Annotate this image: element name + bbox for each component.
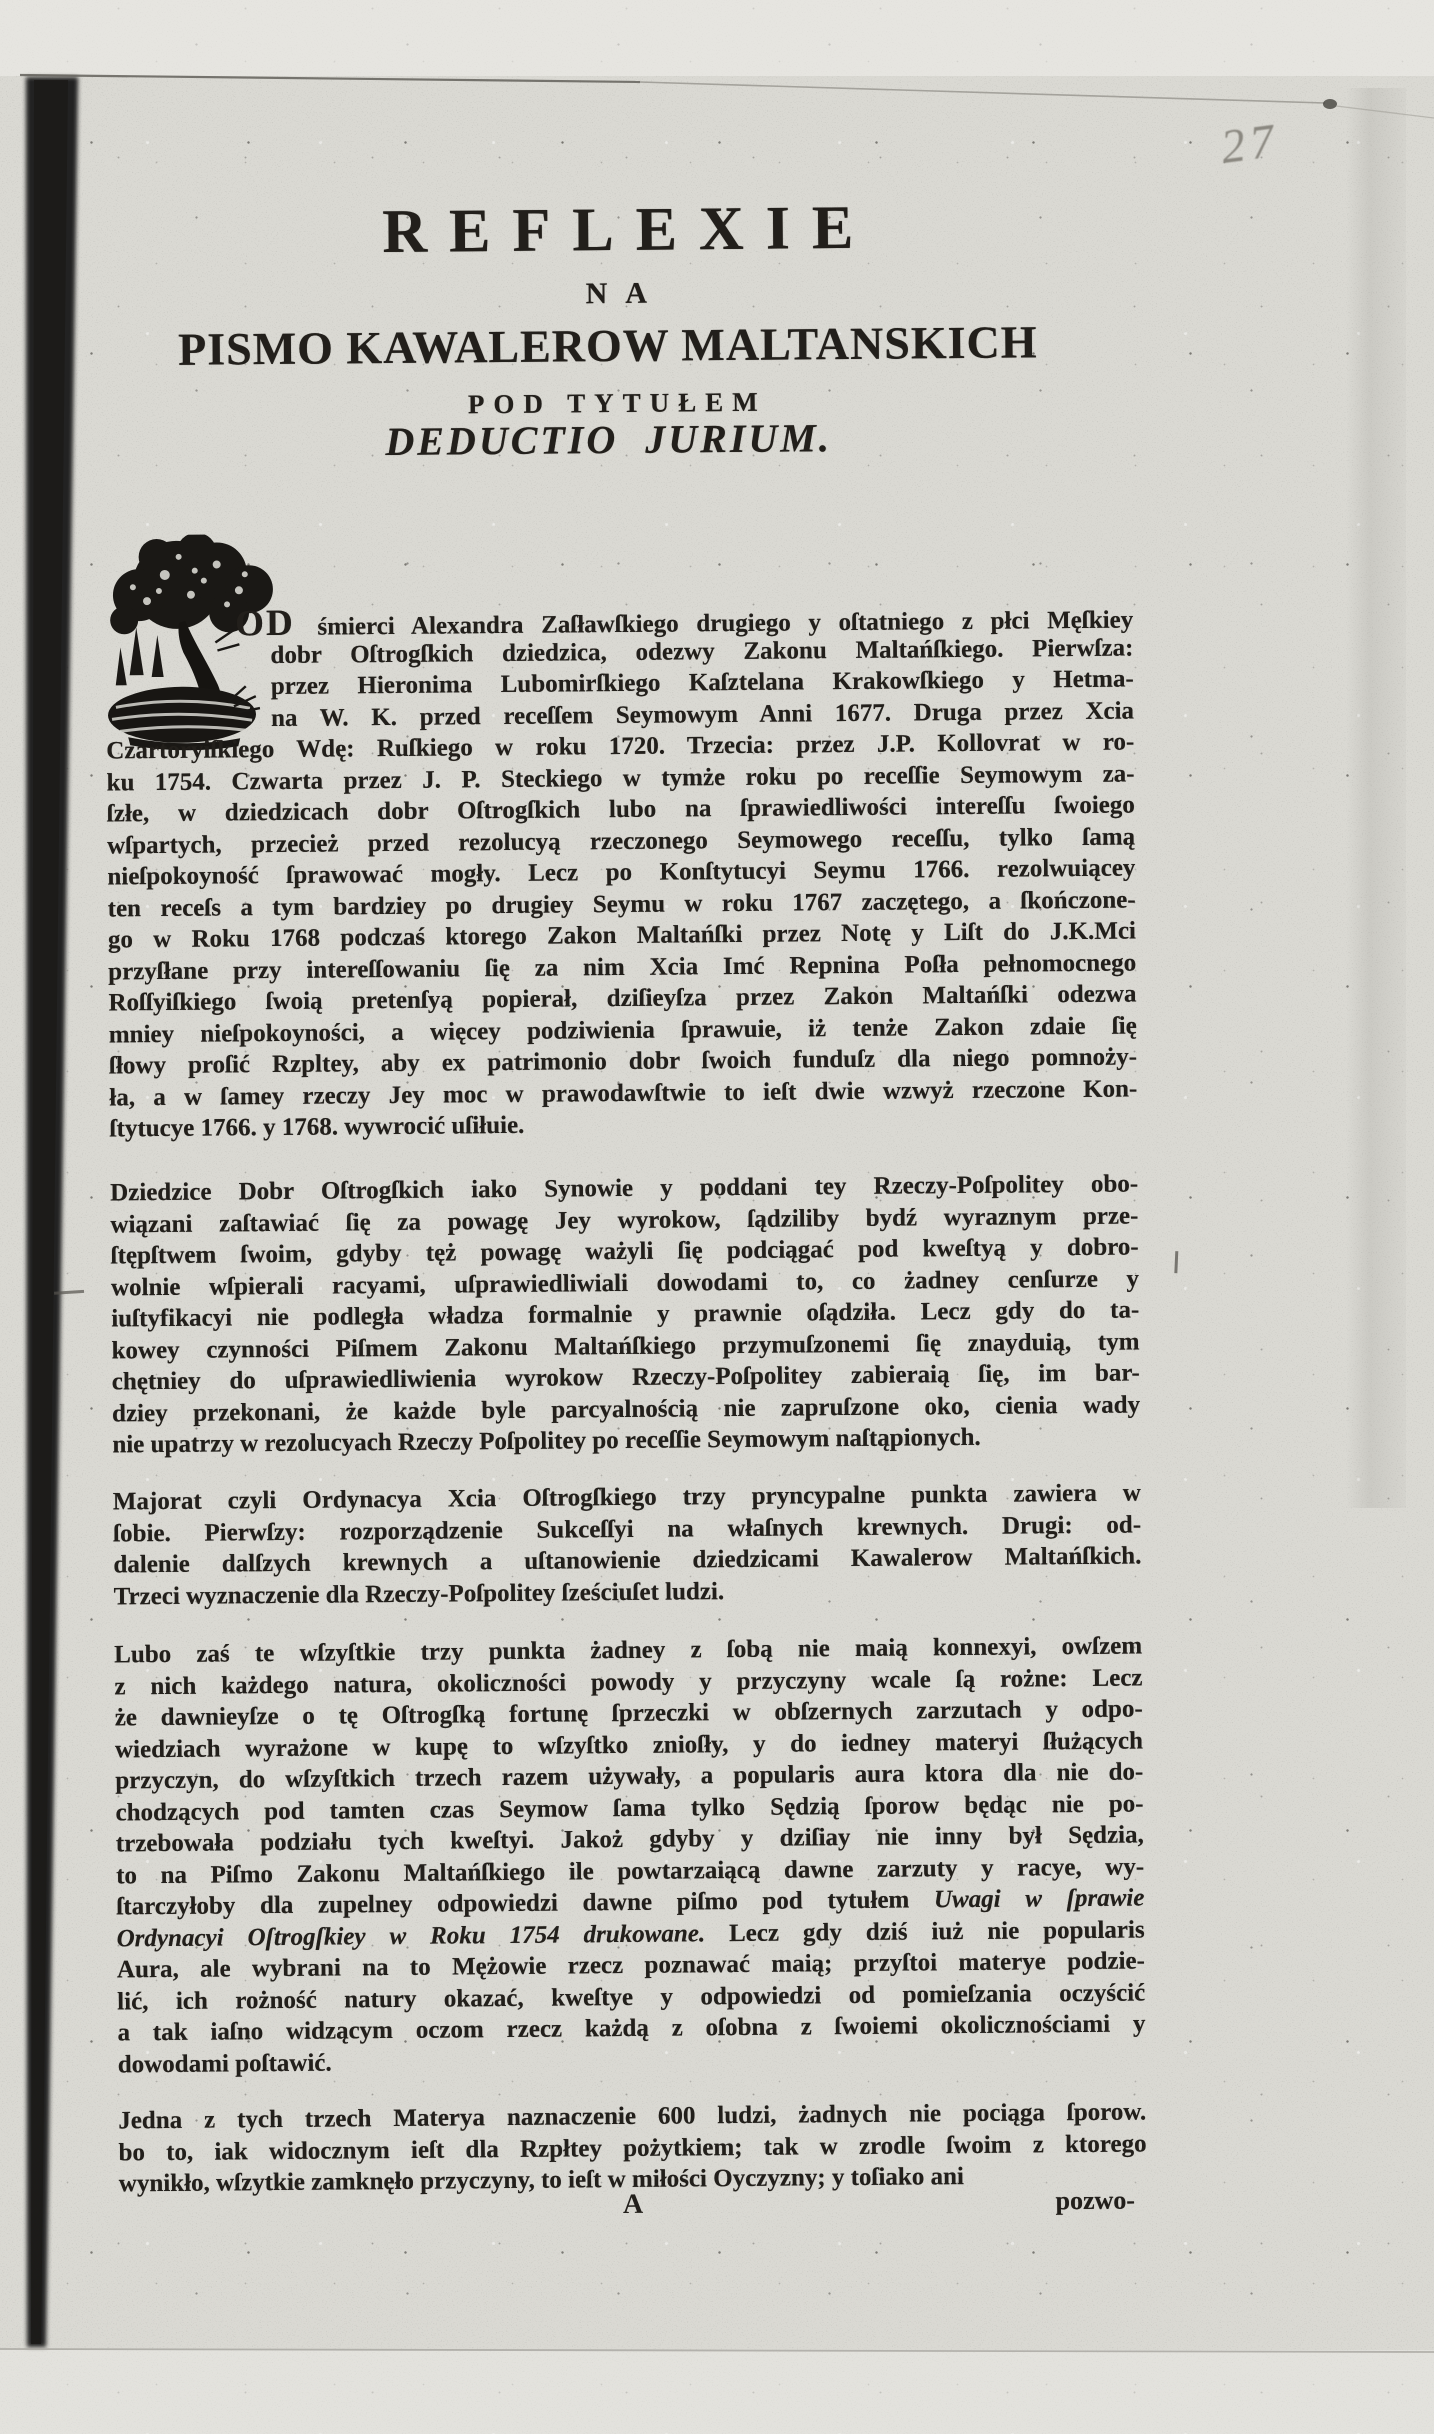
- text-line: kowey czynności Piſmem Zakonu Maltańſkiego przymuſzonemi ſię znayduią, tym: [111, 1327, 1140, 1364]
- page-subtitle: PISMO KAWALEROW MALTANSKICH: [177, 316, 1038, 375]
- pencil-tick-mark: [1174, 1251, 1178, 1273]
- text-line: OD śmierci Alexandra Zaſławſkiego drugiego y oſtatniego z płci Męſkiey: [235, 602, 1134, 645]
- text-line: Lubo zaś te wſzyſtkie trzy punkta żadney z ſobą nie maią konnexyi, owſzem: [114, 1632, 1143, 1669]
- text-line: to na Piſmo Zakonu Maltańſkiego ile powtarzaiącą dawne zarzuty y racye, wy-: [116, 1852, 1145, 1889]
- text-line: ſtytucye 1766. y 1768. wywrocić uſiłuie.: [109, 1111, 525, 1143]
- text-line: przez Hieronima Lubomirſkiego Kaſztelana Krakowſkiego y Hetma-: [270, 665, 1134, 701]
- text-line: przyſłane przy intereſſowaniu ſię za nim Xcia Imć Repnina Poſła pełnomocnego: [108, 948, 1137, 985]
- text-line: na W. K. przed receſſem Seymowym Anni 1677. Druga przez Xcia: [270, 696, 1135, 732]
- text-line: Trzeci wyznaczenie dla Rzeczy-Poſpolitey ſześciuſet ludzi.: [113, 1577, 725, 1610]
- text-line: trzebowała podziału tych kweſtyi. Jakoż gdyby y dziſiay nie inny był Sędzia,: [115, 1821, 1144, 1858]
- text-line: wiedziach wyrażone w kupę to wſzyſtko znioſły, y do iedney materyi ſłużących: [114, 1726, 1144, 1763]
- text-line: ſtarczyłoby dla zupelney odpowiedzi dawne piſmo pod tytułem Uwagi w ſprawie: [116, 1884, 1145, 1921]
- text-line: Ordynacyi Oſtrogſkiey w Roku 1754 drukowane. Lecz gdy dziś iuż nie popularis: [116, 1915, 1145, 1952]
- text-line: Jedna z tych trzech Materya naznaczenie 600 ludzi, żadnych nie pociąga ſporow.: [118, 2098, 1147, 2135]
- text-line: ſobie. Pierwſzy: rozporządzenie Sukceſſyi na właſnych krewnych. Drugi: od-: [113, 1510, 1142, 1547]
- text-line: iuſtyfikacyi nie podległa władza formalnie y prawnie oſądziła. Lecz gdy do ta-: [111, 1296, 1140, 1333]
- text-line: Majorat czyli Ordynacya Xcia Oſtrogſkiego trzy pryncypalne punkta zawiera w: [112, 1479, 1141, 1516]
- text-line: go w Roku 1768 podczaś ktorego Zakon Maltańſki przez Notę y Liſt do J.K.Mci: [107, 917, 1137, 954]
- text-line: nie upatrzy w rezolucyach Rzeczy Poſpolitey po receſſie Seymowym naſtąpionych.: [112, 1423, 981, 1459]
- text-line: chętniey do uſprawiedliwienia wyrokow Rzeczy-Poſpolitey zabieraią ſię, im bar-: [111, 1359, 1140, 1396]
- handwritten-page-number: 27: [1217, 113, 1283, 175]
- signature-mark: A: [622, 2188, 644, 2221]
- text-line: ten receſs a tym bardziey po drugiey Seymu w roku 1767 zaczętego, a ſkończone-: [107, 885, 1136, 922]
- paragraph: [105, 600, 1138, 1144]
- text-line: dowodami poſtawić.: [117, 2049, 332, 2078]
- text-line: nieſpokoyność ſprawować mogły. Lecz po Konſtytucyi Seymu 1766. rezolwuiącey: [107, 854, 1136, 891]
- text-line: Aura, ale wybrani na to Mężowie rzecz poznawać maią; przyſtoi materye podzie-: [116, 1947, 1146, 1984]
- text-line: ła, a w ſamey rzeczy Jey moc w prawodawſtwie to ieſt dwie wzwyż rzeczone Kon-: [109, 1074, 1138, 1111]
- text-line: Dziedzice Dobr Oſtrogſkich iako Synowie y poddani tey Rzeczy-Poſpolitey obo-: [110, 1170, 1139, 1207]
- text-line: ku 1754. Czwarta przez J. P. Steckiego w tymże roku po receſſie Seymowym za-: [106, 759, 1135, 796]
- text-line: że dawnieyſze o tę Oſtrogſką fortunę ſprzeczki w obſzernych zarzutach y odpo-: [114, 1695, 1143, 1732]
- paragraph: [118, 2096, 1147, 2199]
- text-line: wiązani zaſtawiać ſię za powagę Jey wyrokow, ſądziliby bydź wyraznym prze-: [110, 1201, 1139, 1238]
- text-line: wſpartych, przecież przed rezolucyą rzeczonego Seymowego receſſu, tylko ſamą: [107, 822, 1136, 859]
- paragraph: [114, 1630, 1146, 2080]
- text-line: bo to, iak widocznym ieſt dla Rzpłtey pożytkiem; tak w zrodle ſwoim z ktorego: [118, 2129, 1147, 2166]
- text-line: ſzłe, w dziedzicach dobr Oſtrogſkich lubo na ſprawiedliwości intereſſu ſwoiego: [106, 791, 1135, 828]
- text-line: dobr Oſtrogſkich dziedzica, odezwy Zakonu Maltańſkiego. Pierwſza:: [270, 633, 1134, 669]
- text-line: dalenie dalſzych krewnych a uſtanowienie dziedzicami Kawalerow Maltańſkich.: [113, 1542, 1142, 1579]
- text-line: wolnie wſpierali racyami, uſprawiedliwiali dowodami to, co żadney cenſurze y: [110, 1264, 1140, 1301]
- text-line: dziey przekonani, że każde byle parcyalnością nie zapruſzone oko, cienia wady: [111, 1390, 1141, 1427]
- text-line: Roſſyiſkiego ſwoią pretenſyą popierał, dziſieyſza przez Zakon Maltańſki odezwa: [108, 980, 1137, 1017]
- title-connector: NA: [585, 276, 666, 311]
- catchword: pozwo-: [1055, 2185, 1136, 2216]
- text-line: a tak iaſno widzącym oczom rzecz każdą z oſobna z ſwoiemi okolicznościami y: [117, 2010, 1146, 2047]
- margin-dash-mark: [54, 1290, 84, 1295]
- text-line: ſtępſtwem ſwoim, gdyby tęż powagę ważyli ſię podciągać pod kweſtyą y dobro-: [110, 1233, 1139, 1270]
- text-line: przyczyn, do wſzyſtkich trzech razem używały, a popularis aura ktora dla nie do-: [115, 1758, 1144, 1795]
- referenced-work-title: DEDUCTIO JURIUM.: [385, 415, 833, 465]
- paragraph: [110, 1168, 1140, 1460]
- text-line: z nich każdego natura, okoliczności powody y przyczyny wcale ſą rożne: Lecz: [114, 1663, 1143, 1700]
- paragraph: [113, 1477, 1142, 1612]
- text-line: mniey nieſpokoyności, a więcey podziwienia ſprawuie, iż tenże Zakon zdaie ſię: [108, 1011, 1137, 1048]
- text-line: Czartoryiſkiego Wdę: Ruſkiego w roku 1720. Trzecia: przez J.P. Kollovrat w ro-: [106, 728, 1135, 765]
- lead-initial: OD: [235, 602, 318, 645]
- title-pod-tytulem: POD TYTUŁEM: [467, 386, 767, 420]
- text-line: wynikło, wſzytkie zamknęło przyczyny, to ieſt w miłości Oyczyzny; y toſiako ani: [118, 2163, 964, 2198]
- text-line: ſłowy proſić Rzpltey, aby ex patrimonio dobr ſwoich funduſz dla niego pomnoży-: [108, 1043, 1138, 1080]
- text-line: chodzących pod tamten czas Seymow ſama tylko Sędzią ſporow będąc nie po-: [115, 1789, 1144, 1826]
- page-title: REFLEXIE: [382, 193, 876, 267]
- text-line: lić, ich rożność natury okazać, kweſtye y odpowiedzi od pomieſzania oczyścić: [117, 1978, 1146, 2015]
